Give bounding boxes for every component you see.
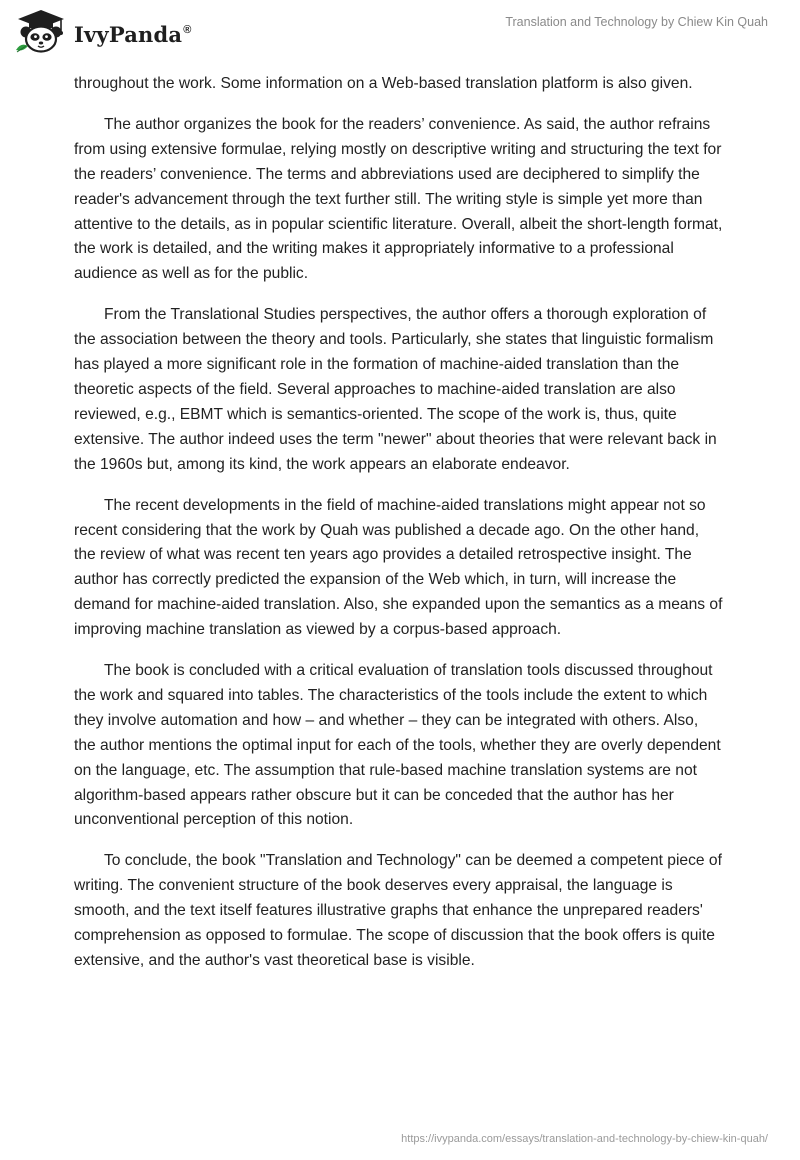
paragraph: The author organizes the book for the readers’ convenience. As said, the author refrains from using extensive formulae, relying mostly on descriptive writing and structuring the text for the readers’ convenience. The terms and abbreviations used are deciphered to simplify the reader's advancement through the text further still. The writing style is simple yet more than attentive to the details, as in popular scientific literature. Overall, albeit the short-length format, the work is detailed, and the writing makes it appropriately informative to a professional audience as well as for the public. <box>74 115 723 283</box>
ivypanda-logo[interactable] <box>14 8 192 54</box>
panda-graduate-icon <box>14 8 68 54</box>
page-header <box>0 0 800 60</box>
essay-body <box>74 72 724 990</box>
paragraph: To conclude, the book "Translation and Technology" can be deemed a competent piece of writing. The convenient structure of the book deserves every appraisal, the language is smooth, and the text itself features illustrative graphs that enhance the unprepared readers' comprehension as opposed to formulae. The scope of discussion that the book offers is quite extensive, and the author's vast theoretical base is visible. <box>74 852 722 969</box>
brand-name: IvyPanda® <box>74 21 192 47</box>
document-title: Translation and Technology by Chiew Kin Quah <box>505 15 768 29</box>
paragraph: The recent developments in the field of machine-aided translations might appear not so recent considering that the work by Quah was published a decade ago. On the other hand, the review of what was recent ten years ago provides a detailed retrospective insight. The author has correctly predicted the expansion of the Web which, in turn, will increase the demand for machine-aided translation. Also, she expanded upon the semantics as a means of improving machine translation as viewed by a corpus-based approach. <box>74 496 723 639</box>
source-url[interactable]: https://ivypanda.com/essays/translation-and-technology-by-chiew-kin-quah/ <box>401 1133 768 1145</box>
paragraph-continuation: throughout the work. Some information on a Web-based translation platform is also given. <box>74 75 693 92</box>
paragraph: The book is concluded with a critical evaluation of translation tools discussed throughout the work and squared into tables. The characteristics of the tools include the extent to which they involve automation and how – and whether – they can be integrated with others. Also, the author mentions the optimal input for each of the tools, whether they are overly dependent on the language, etc. The assumption that rule-based machine translation systems are not algorithm-based appears rather obscure but it can be conceded that the author has her unconventional perception of this notion. <box>74 662 721 829</box>
paragraph: From the Translational Studies perspectives, the author offers a thorough exploration of the association between the theory and tools. Particularly, she states that linguistic formalism has played a more significant role in the formation of machine-aided translation than the theoretic aspects of the field. Several approaches to machine-aided translation are also reviewed, e.g., EBMT which is semantics-oriented. The scope of the work is, thus, quite extensive. The author indeed uses the term "newer" about theories that were relevant back in the 1960s but, among its kind, the work appears an elaborate endeavor. <box>74 306 717 473</box>
